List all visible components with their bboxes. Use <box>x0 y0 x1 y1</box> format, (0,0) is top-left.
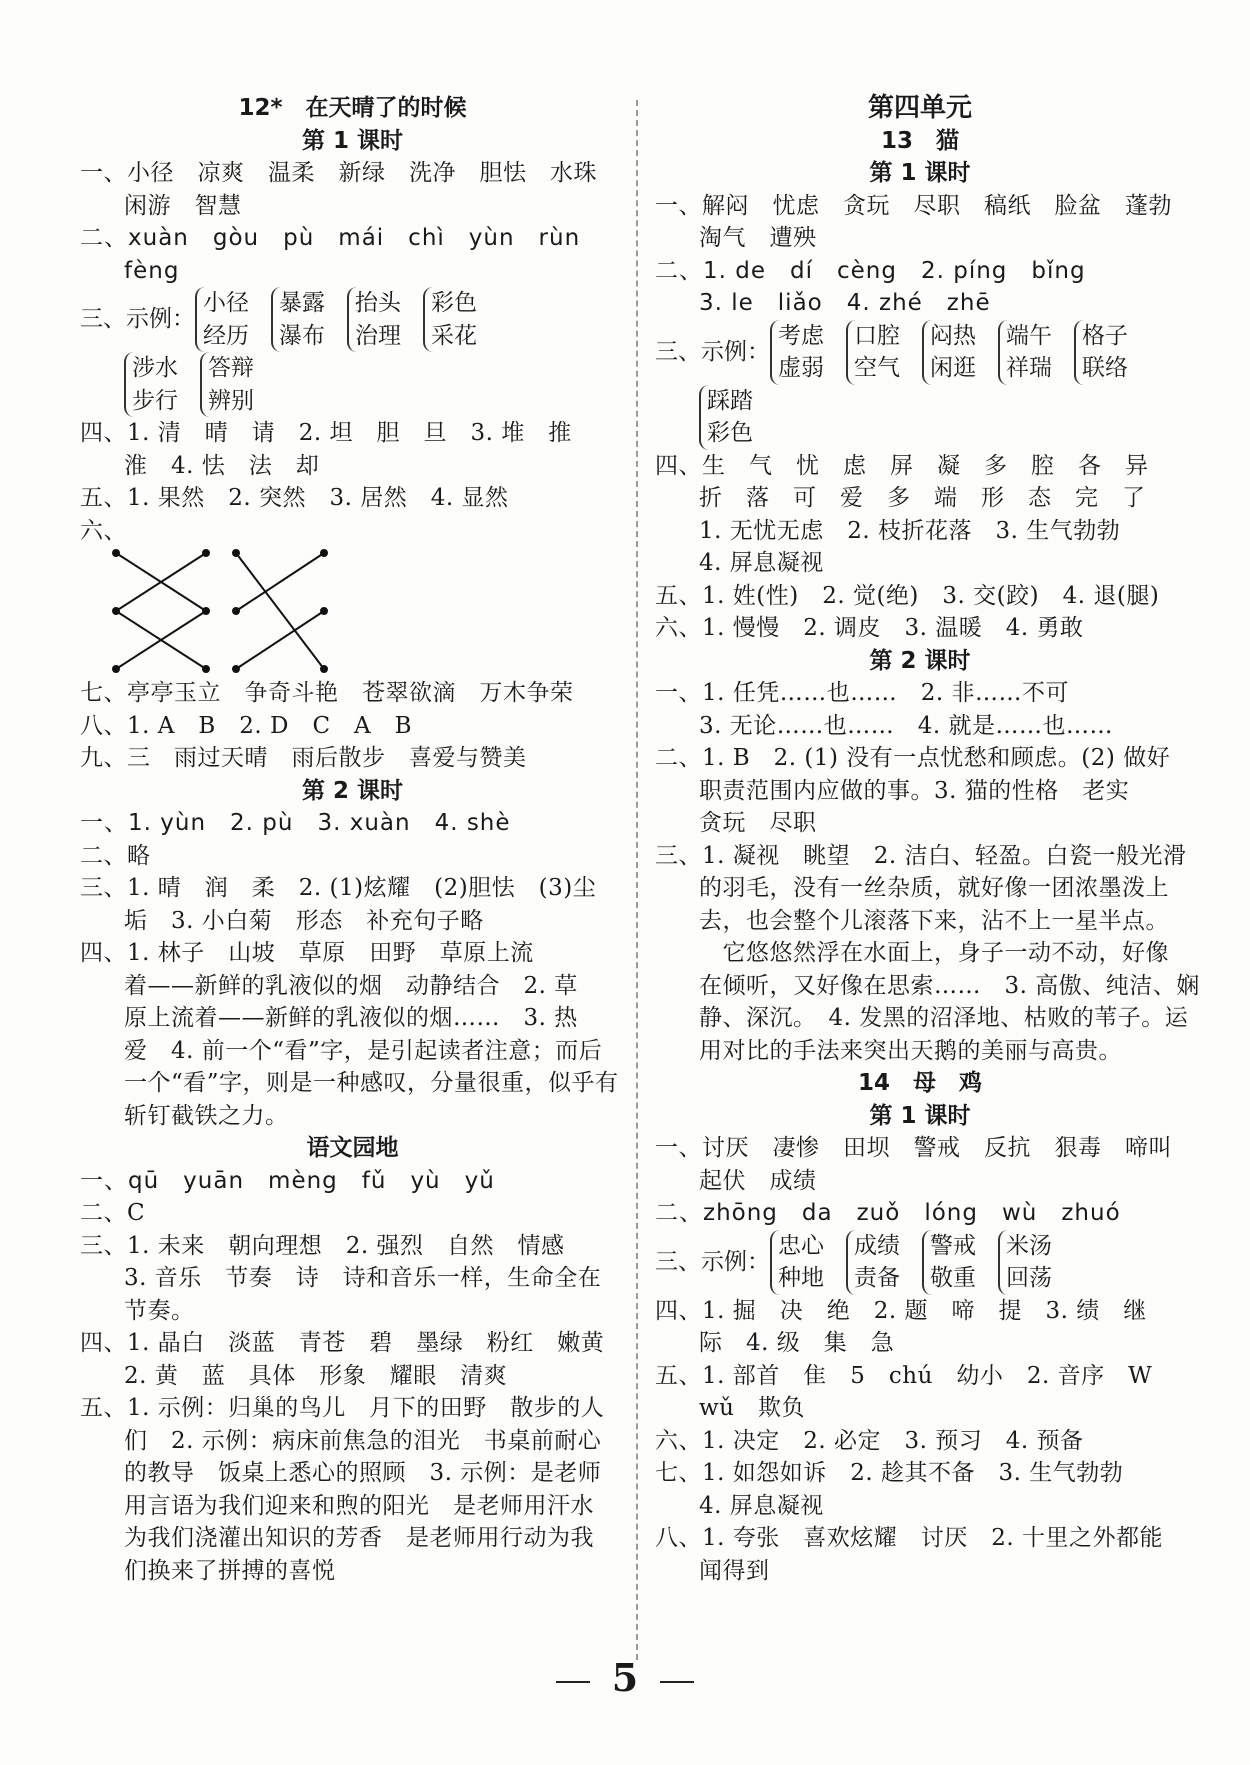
answer-line: 4. 屏息凝视 <box>699 550 824 576</box>
page-number-text: 5 <box>611 1655 639 1700</box>
answer-line: 为我们浇灌出知识的芳香 是老师用行动为我 <box>124 1525 594 1551</box>
answer-line: 四、生 气 忧 虑 屏 凝 多 腔 各 异 <box>655 452 1149 479</box>
column-divider <box>636 100 638 1660</box>
brace-pairs-row <box>80 287 625 352</box>
word-pair: 答辩 辨别 <box>200 352 254 417</box>
word-pair: 忠心 种地 <box>770 1230 824 1295</box>
answer-line: 一、解闷 忧虑 贪玩 尽职 稿纸 脸盆 蓬勃 <box>655 192 1172 219</box>
answer-line: 五、1. 示例：归巢的鸟儿 月下的田野 散步的人 <box>80 1395 605 1421</box>
answer-line: 一、小径 凉爽 温柔 新绿 洗净 胆怯 水珠 <box>80 160 597 186</box>
answer-line: 七、亭亭玉立 争奇斗艳 苍翠欲滴 万木争荣 <box>80 680 574 706</box>
page-number-dash <box>556 1681 590 1683</box>
word-pair: 暴露 瀑布 <box>271 287 325 352</box>
answer-line: wǔ 欺负 <box>699 1395 805 1421</box>
word-pair: 闷热 闲逛 <box>922 320 976 385</box>
answer-line: 闻得到 <box>699 1557 770 1584</box>
answer-line: 五、1. 部首 隹 5 chú 幼小 2. 音序 W <box>655 1362 1153 1389</box>
answer-line: 垢 3. 小白菊 形态 补充句子略 <box>124 907 484 934</box>
answer-line: 三、1. 凝视 眺望 2. 洁白、轻盈。白瓷一般光滑 <box>655 842 1187 869</box>
answer-line: 一、1. yùn 2. pù 3. xuàn 4. shè <box>80 810 511 836</box>
answer-line: 八、1. A B 2. D C A B <box>80 712 413 739</box>
answer-line: 三、1. 未来 朝向理想 2. 强烈 自然 情感 <box>80 1232 565 1259</box>
answer-line: 贪玩 尽职 <box>699 810 817 836</box>
answer-line: 四、1. 清 晴 请 2. 坦 胆 旦 3. 堆 推 <box>80 420 572 446</box>
lesson-1-heading: 第 1 课时 <box>869 160 971 186</box>
answer-line: 五、1. 姓(性) 2. 觉(绝) 3. 交(跤) 4. 退(腿) <box>655 582 1160 609</box>
word-pair: 米汤 回荡 <box>998 1230 1052 1295</box>
brace-pairs-row <box>655 1230 1185 1295</box>
brace-pairs-row <box>655 385 1185 450</box>
answer-line: 二、1. de dí cèng 2. píng bǐng <box>655 257 1086 284</box>
answer-line: 原上流着——新鲜的乳液似的烟…… 3. 热 <box>124 1005 578 1031</box>
answer-line: 二、zhōng da zuǒ lóng wù zhuó <box>655 1200 1121 1226</box>
answer-line: 一、qū yuān mèng fǔ yù yǔ <box>80 1167 495 1194</box>
answer-line: 4. 屏息凝视 <box>699 1492 824 1519</box>
answer-line: 斩钉截铁之力。 <box>124 1102 289 1129</box>
word-pair: 考虑 虚弱 <box>770 320 824 385</box>
answer-line: 用对比的手法来突出天鹅的美丽与高贵。 <box>699 1037 1122 1064</box>
answer-line: 九、三 雨过天晴 雨后散步 喜爱与赞美 <box>80 745 527 771</box>
answer-line: 着——新鲜的乳液似的烟 动静结合 2. 草 <box>124 972 578 999</box>
left-column <box>80 92 625 1587</box>
word-pair: 踩踏 彩色 <box>699 385 753 450</box>
brace-pairs-row <box>80 352 625 417</box>
word-pair: 抬头 治理 <box>347 287 401 352</box>
word-pair: 警戒 敬重 <box>922 1230 976 1295</box>
word-pair: 彩色 采花 <box>423 287 477 352</box>
section-13-title: 13 猫 <box>880 127 959 154</box>
answer-line: 四、1. 掘 决 绝 2. 题 啼 提 3. 绩 继 <box>655 1297 1147 1324</box>
answer-line: 二、C <box>80 1200 146 1226</box>
word-pair: 格子 联络 <box>1074 320 1128 385</box>
word-pair: 端午 祥瑞 <box>998 320 1052 385</box>
answer-line: 1. 无忧无虑 2. 枝折花落 3. 生气勃勃 <box>699 517 1121 544</box>
section-12-title: 12* 在天晴了的时候 <box>238 95 467 121</box>
answer-line: 淘气 遭殃 <box>699 225 817 251</box>
word-pair: 成绩 责备 <box>846 1230 900 1295</box>
answer-line: 三、1. 晴 润 柔 2. (1)炫耀 (2)胆怯 (3)尘 <box>80 875 597 901</box>
unit-title: 第四单元 <box>867 93 972 123</box>
lesson-2-heading: 第 2 课时 <box>301 777 404 804</box>
answer-line: 的羽毛，没有一丝杂质，就好像一团浓墨泼上 <box>699 875 1169 901</box>
answer-line: 折 落 可 爱 多 端 形 态 完 了 <box>699 485 1146 511</box>
answer-line: 二、略 <box>80 842 151 869</box>
answer-line: 的教导 饭桌上悉心的照顾 3. 示例：是老师 <box>124 1460 602 1486</box>
answer-line: 起伏 成绩 <box>699 1167 817 1194</box>
answer-line: 二、xuàn gòu pù mái chì yùn rùn <box>80 225 581 251</box>
word-pair: 涉水 步行 <box>124 352 178 417</box>
answer-line: 静、深沉。 4. 发黑的沼泽地、枯败的苇子。运 <box>699 1005 1189 1031</box>
answer-lead: 三、示例： <box>655 338 770 365</box>
section-14-title: 14 母 鸡 <box>857 1070 982 1096</box>
answer-line: 六、1. 慢慢 2. 调皮 3. 温暖 4. 勇敢 <box>655 615 1084 641</box>
answer-line: 爱 4. 前一个“看”字，是引起读者注意；而后 <box>124 1037 603 1064</box>
answer-line: 职责范围内应做的事。3. 猫的性格 老实 <box>699 777 1130 804</box>
lesson-1-heading: 第 1 课时 <box>869 1102 971 1129</box>
matching-lines-diagram <box>110 547 350 677</box>
answer-line: 一个“看”字，则是一种感叹，分量很重，似乎有 <box>124 1070 619 1096</box>
answer-line: 七、1. 如怨如诉 2. 趁其不备 3. 生气勃勃 <box>655 1460 1124 1486</box>
page-number-dash <box>660 1681 694 1683</box>
answer-line: 际 4. 级 集 急 <box>699 1330 895 1356</box>
answer-lead: 三、示例： <box>80 306 195 333</box>
answer-line: 3. 音乐 节奏 诗 诗和音乐一样，生命全在 <box>124 1265 602 1291</box>
answer-line: 闲游 智慧 <box>124 192 242 219</box>
answer-line: 去，也会整个儿滚落下来，沾不上一星半点。 <box>699 907 1169 934</box>
answer-line: 四、1. 晶白 淡蓝 青苍 碧 墨绿 粉红 嫩黄 <box>80 1330 605 1356</box>
answer-lead: 三、示例： <box>655 1248 770 1275</box>
answer-line: 节奏。 <box>124 1297 195 1324</box>
lesson-2-heading: 第 2 课时 <box>869 647 971 674</box>
answer-line: 一、讨厌 凄惨 田坝 警戒 反抗 狠毒 啼叫 <box>655 1135 1172 1161</box>
answer-line: fèng <box>124 257 180 284</box>
word-pair: 小径 经历 <box>195 287 249 352</box>
brace-pairs-row <box>655 320 1185 385</box>
answer-line: 六、1. 决定 2. 必定 3. 预习 4. 预备 <box>655 1427 1084 1454</box>
answer-line: 二、1. B 2. (1) 没有一点忧愁和顾虑。(2) 做好 <box>655 745 1171 771</box>
answer-line: 它悠悠然浮在水面上，身子一动不动，好像 <box>699 940 1169 966</box>
right-column <box>655 92 1200 1587</box>
lesson-1-heading: 第 1 课时 <box>301 127 404 154</box>
yuwen-yuandi-heading: 语文园地 <box>306 1135 399 1161</box>
answer-line: 们 2. 示例：病床前焦急的泪光 书桌前耐心 <box>124 1427 602 1454</box>
answer-line: 六、 <box>80 517 127 544</box>
answer-line: 在倾听，又好像在思索…… 3. 高傲、纯洁、娴 <box>699 972 1200 999</box>
answer-line: 用言语为我们迎来和煦的阳光 是老师用汗水 <box>124 1492 594 1519</box>
answer-line: 3. 无论……也…… 4. 就是……也…… <box>699 712 1114 739</box>
answer-line: 们换来了拼搏的喜悦 <box>124 1557 336 1584</box>
answer-line: 四、1. 林子 山坡 草原 田野 草原上流 <box>80 940 534 966</box>
answer-line: 3. le liǎo 4. zhé zhē <box>699 290 991 316</box>
word-pair: 口腔 空气 <box>846 320 900 385</box>
answer-line: 八、1. 夸张 喜欢炫耀 讨厌 2. 十里之外都能 <box>655 1525 1164 1551</box>
answer-line: 2. 黄 蓝 具体 形象 耀眼 清爽 <box>124 1362 508 1389</box>
answer-line: 淮 4. 怯 法 却 <box>124 452 320 479</box>
answer-line: 一、1. 任凭……也…… 2. 非……不可 <box>655 680 1070 706</box>
answer-line: 五、1. 果然 2. 突然 3. 居然 4. 显然 <box>80 485 509 511</box>
page-number <box>0 1655 1250 1700</box>
